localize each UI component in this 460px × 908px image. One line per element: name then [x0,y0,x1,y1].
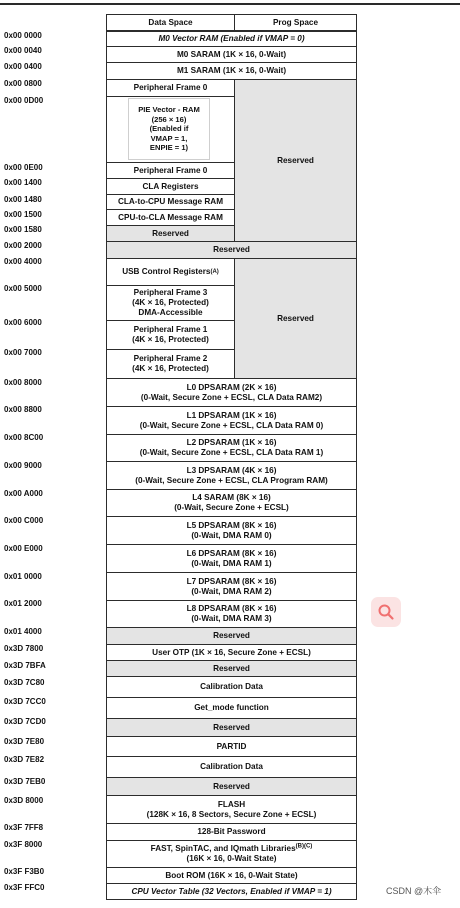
address-label: 0x00 0E00 [4,163,43,172]
reserved-block-14000: Reserved [106,627,357,645]
pie-vector-ram-block: PIE Vector - RAM (256 × 16) (Enabled if VMAP = 1, ENPIE = 1) [128,98,210,160]
peripheral-frame-0-bottom-block: Peripheral Frame 0 [106,162,235,179]
cpu-vector-table-block: CPU Vector Table (32 Vectors, Enabled if VMAP = 1) [106,883,357,900]
reserved-block-7eb0: Reserved [106,777,357,796]
reserved-prog-upper-block: Reserved [234,79,357,242]
peripheral-frame-2-block: Peripheral Frame 2 (4K × 16, Protected) [106,349,235,379]
address-label: 0x00 6000 [4,318,42,327]
address-label: 0x00 8800 [4,405,42,414]
boot-rom-block: Boot ROM (16K × 16, 0-Wait State) [106,867,357,884]
address-label: 0x00 2000 [4,241,42,250]
address-label: 0x00 7000 [4,348,42,357]
address-label: 0x3D 7CD0 [4,717,46,726]
top-rule [0,3,460,5]
address-label: 0x3D 7800 [4,644,44,653]
search-button[interactable] [371,597,401,627]
address-label: 0x00 0D00 [4,96,44,105]
usb-control-registers-block: USB Control Registers (A) [106,258,235,286]
address-label: 0x01 2000 [4,599,42,608]
address-label: 0x00 0800 [4,79,42,88]
cla-registers-block: CLA Registers [106,178,235,195]
flash-block: FLASH (128K × 16, 8 Sectors, Secure Zone + ECSL) [106,795,357,824]
address-label: 0x00 0000 [4,31,42,40]
address-label: 0x00 1580 [4,225,42,234]
address-label: 0x00 A000 [4,489,43,498]
header-data-space: Data Space [106,14,235,31]
l2-dpsaram-block: L2 DPSARAM (1K × 16) (0-Wait, Secure Zone + ECSL, CLA Data RAM 1) [106,434,357,462]
usb-control-registers-label: USB Control Registers [122,267,211,276]
address-label: 0x01 4000 [4,627,42,636]
l3-dpsaram-block: L3 DPSARAM (4K × 16) (0-Wait, Secure Zone + ECSL, CLA Program RAM) [106,461,357,490]
libraries-label: FAST, SpinTAC, and IQmath Libraries [150,844,296,853]
user-otp-block: User OTP (1K × 16, Secure Zone + ECSL) [106,644,357,661]
address-label: 0x3F 8000 [4,840,43,849]
address-label: 0x00 1400 [4,178,42,187]
search-icon [377,603,395,621]
address-label: 0x00 0040 [4,46,42,55]
cpu-to-cla-message-ram-block: CPU-to-CLA Message RAM [106,209,235,226]
peripheral-frame-1-block: Peripheral Frame 1 (4K × 16, Protected) [106,320,235,350]
l0-dpsaram-block: L0 DPSARAM (2K × 16) (0-Wait, Secure Zone + ECSL, CLA Data RAM2) [106,378,357,407]
header-prog-space: Prog Space [234,14,357,31]
reserved-block-2000: Reserved [106,241,357,259]
watermark: CSDN @木伞 [386,886,442,896]
address-label: 0x00 1500 [4,210,42,219]
address-label: 0x3F F3B0 [4,867,45,876]
address-label: 0x00 4000 [4,257,42,266]
cla-to-cpu-message-ram-block: CLA-to-CPU Message RAM [106,194,235,210]
address-label: 0x3D 7BFA [4,661,46,670]
address-label: 0x00 E000 [4,544,43,553]
l6-dpsaram-block: L6 DPSARAM (8K × 16) (0-Wait, DMA RAM 1) [106,544,357,573]
calibration-data-block-b: Calibration Data [106,756,357,778]
m0-vector-ram-block: M0 Vector RAM (Enabled if VMAP = 0) [106,31,357,47]
reserved-block-7bfa: Reserved [106,660,357,677]
partid-block: PARTID [106,736,357,757]
get-mode-function-block: Get_mode function [106,697,357,719]
address-label: 0x3F FFC0 [4,883,45,892]
libraries-note-marker: (B)(C) [295,843,313,850]
l5-dpsaram-block: L5 DPSARAM (8K × 16) (0-Wait, DMA RAM 0) [106,516,357,545]
address-label: 0x3D 7E80 [4,737,45,746]
calibration-data-block-a: Calibration Data [106,676,357,698]
m0-saram-block: M0 SARAM (1K × 16, 0-Wait) [106,46,357,63]
address-label: 0x3D 7CC0 [4,697,46,706]
address-label: 0x3D 7E82 [4,755,45,764]
address-label: 0x00 0400 [4,62,42,71]
address-label: 0x00 9000 [4,461,42,470]
peripheral-frame-0-top-block: Peripheral Frame 0 [106,79,235,97]
address-label: 0x00 C000 [4,516,44,525]
libraries-block [106,840,357,868]
address-label: 0x01 0000 [4,572,42,581]
address-label: 0x00 8C00 [4,433,44,442]
l8-dpsaram-block: L8 DPSARAM (8K × 16) (0-Wait, DMA RAM 3) [106,600,357,628]
reserved-prog-lower-block: Reserved [234,258,357,379]
l7-dpsaram-block: L7 DPSARAM (8K × 16) (0-Wait, DMA RAM 2) [106,572,357,601]
address-label: 0x3F 7FF8 [4,823,44,832]
l1-dpsaram-block: L1 DPSARAM (1K × 16) (0-Wait, Secure Zone + ECSL, CLA Data RAM 0) [106,406,357,435]
address-label: 0x00 1480 [4,195,42,204]
reserved-block-1580: Reserved [106,225,235,242]
address-label: 0x3D 7EB0 [4,777,46,786]
m1-saram-block: M1 SARAM (1K × 16, 0-Wait) [106,62,357,80]
l4-saram-block: L4 SARAM (8K × 16) (0-Wait, Secure Zone + ECSL) [106,489,357,517]
address-label: 0x00 8000 [4,378,42,387]
password-block: 128-Bit Password [106,823,357,841]
address-label: 0x00 5000 [4,284,42,293]
address-label: 0x3D 8000 [4,796,44,805]
peripheral-frame-3-block: Peripheral Frame 3 (4K × 16, Protected) DMA-Accessible [106,285,235,321]
address-label: 0x3D 7C80 [4,678,45,687]
libraries-detail: (16K × 16, 0-Wait State) [186,854,277,863]
reserved-block-7cd0: Reserved [106,718,357,737]
